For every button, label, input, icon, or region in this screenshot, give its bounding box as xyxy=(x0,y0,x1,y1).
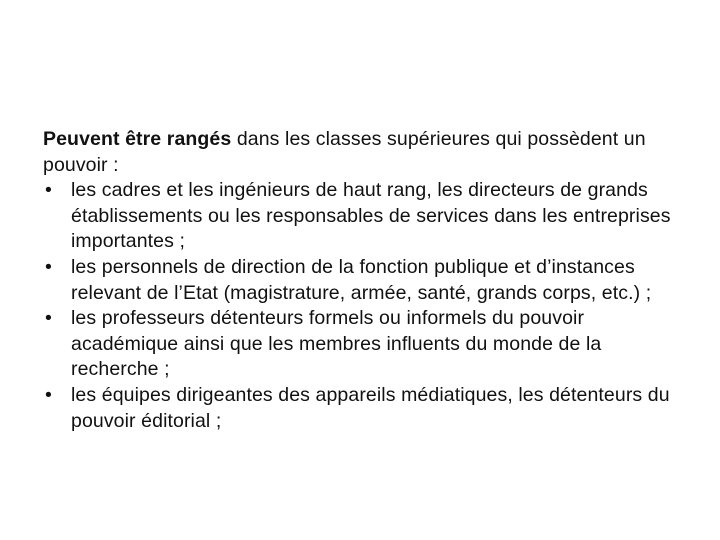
list-item-text: les équipes dirigeantes des appareils médiatiques, les détenteurs du pouvoir éditorial ; xyxy=(71,383,670,432)
slide-body xyxy=(43,127,683,434)
bullet-list xyxy=(43,178,683,434)
list-item xyxy=(43,306,683,383)
list-item xyxy=(43,383,683,434)
list-item-text: les professeurs détenteurs formels ou informels du pouvoir académique ainsi que les membres influents du monde de la recherche ; xyxy=(71,307,602,381)
list-item xyxy=(43,255,683,306)
bullet-icon: • xyxy=(45,255,52,278)
list-item-text: les personnels de direction de la fonction publique et d’instances relevant de l’Etat (magistrature, armée, santé, grands corps, etc.) ; xyxy=(71,255,652,304)
list-item xyxy=(43,178,683,255)
bullet-icon: • xyxy=(45,179,52,202)
bullet-icon: • xyxy=(45,307,52,330)
list-item-text: les cadres et les ingénieurs de haut rang, les directeurs de grands établissements ou les responsables de services dans les entreprises importantes ; xyxy=(71,179,671,253)
intro-bold-text: Peuvent être rangés xyxy=(43,128,232,150)
bullet-icon: • xyxy=(45,383,52,406)
intro-text: dans les classes supérieures qui possèdent un pouvoir : xyxy=(43,128,646,176)
intro-paragraph xyxy=(43,127,683,178)
